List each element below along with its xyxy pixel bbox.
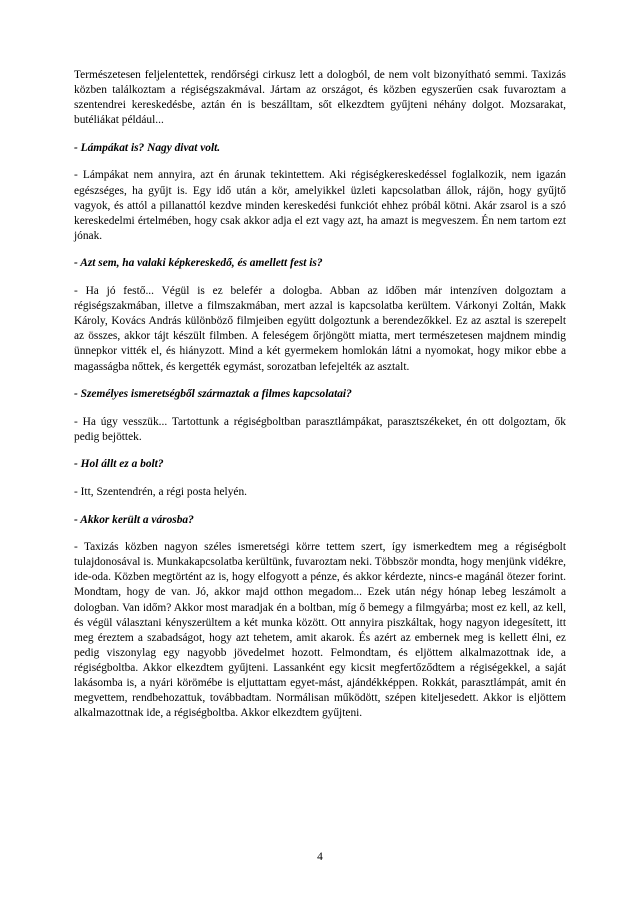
paragraph: - Ha úgy vesszük... Tartottunk a régiségboltban parasztlámpákat, parasztszékeket, én ott dolgoztam, ők pedig bejöttek. bbox=[74, 415, 566, 443]
page-content bbox=[74, 68, 566, 721]
interview-question: - Hol állt ez a bolt? bbox=[74, 458, 164, 471]
paragraph: - Lámpákat nem annyira, azt én árunak tekintettem. Aki régiségkereskedéssel foglalkozik, nem igazán egészséges, ha gyűjt is. Egy idő után a kör, amelyikkel üzleti kapcsolatban állok, rájön, hogy gyűjtő vagyok, és attól a pillanattól kezdve minden kereskedési funkciót ehhez próbál kötni. Akár zsarol is a szó kereskedelmi értelmében, hogy csak akkor adja el ezt vagy azt, ha amazt is megveszem. Én nem tartom ezt jónak. bbox=[74, 169, 566, 242]
interview-question: - Lámpákat is? Nagy divat volt. bbox=[74, 141, 221, 154]
paragraph: - Ha jó festő... Végül is ez belefér a dologba. Abban az időben már intenzíven dolgoztam a régiségszakmában, illetve a filmszakmában, mert azzal is kapcsolatba kerültem. Várkonyi Zoltán, Makk Károly, Kovács András különböző filmjeiben együtt dolgoztunk a berendezőkkel. Ez az asztal is szerepelt az összes, akkor tájt készült filmben. A feleségem őrjöngött miatta, mert természetesen majdnem mindig ünnepkor vitték el, és hiányzott. Mind a két gyermekem homlokán látni a nyomokat, hogy mikor ebbe a magasságba nőttek, és kergették egymást, sorozatban lefejelték az asztalt. bbox=[74, 285, 566, 373]
page-number: 4 bbox=[317, 851, 323, 863]
interview-question: - Személyes ismeretségből származtak a filmes kapcsolatai? bbox=[74, 388, 352, 401]
paragraph: - Itt, Szentendrén, a régi posta helyén. bbox=[74, 485, 248, 498]
interview-question: - Akkor került a városba? bbox=[74, 513, 194, 526]
paragraph: - Taxizás közben nagyon széles ismeretségi körre tettem szert, így ismerkedtem meg a régiségbolt tulajdonosával is. Munkakapcsolatba kerültünk, fuvaroztam neki. Többször mondta, hogy menjünk vidékre, ide-oda. Közben megtörtént az is, hogy elfogyott a pénze, és akkor kérdezte, nincs-e magánál ötezer forint. Mondtam, hogy de van. Jó, akkor majd otthon megadom... Ezek után négy hónap lebeg leszámolt a dologban. Van időm? Akkor most maradjak én a boltban, míg ő bemegy a filmgyárba; most ez kell, az kell, és végül választani kényszerültem a két munka között. Ott annyira piszkáltak, hogy nagyon idegesített, itt meg éreztem a szabadságot, hogy azt tehetem, amit akarok. És azért az embernek meg is kellett élni, ez pedig viszonylag egy nagyobb jövedelmet hozott. Felmondtam, és eljöttem alkalmazottnak ide, a régiségboltba. Akkor elkezdtem gyűjteni. Lassanként egy kicsit megfertőződtem a régiségekkel, a saját lakásomba is, a nyári körömébe is eljuttattam egyet-mást, ajándékképpen. Rokkát, parasztlámpát, amit én megvettem, rendbehozattuk, továbbadtam. Normálisan működött, szépen kiteljesedett. Akkor is eljöttem alkalmazottnak ide, a régiségboltba. Akkor elkezdtem gyűjteni. bbox=[74, 541, 566, 720]
interview-question: - Azt sem, ha valaki képkereskedő, és amellett fest is? bbox=[74, 257, 323, 270]
paragraph: Természetesen feljelentettek, rendőrségi cirkusz lett a dologból, de nem volt bizonyítható semmi. Taxizás közben találkoztam a régiségszakmával. Jártam az országot, és közben egyszerűen csak fuvaroztam a szentendrei kereskedésbe, aztán én is beszálltam, sőt elkezdtem gyűjteni néhány dolgot. Mozsarakat, butéliákat például... bbox=[74, 69, 566, 127]
